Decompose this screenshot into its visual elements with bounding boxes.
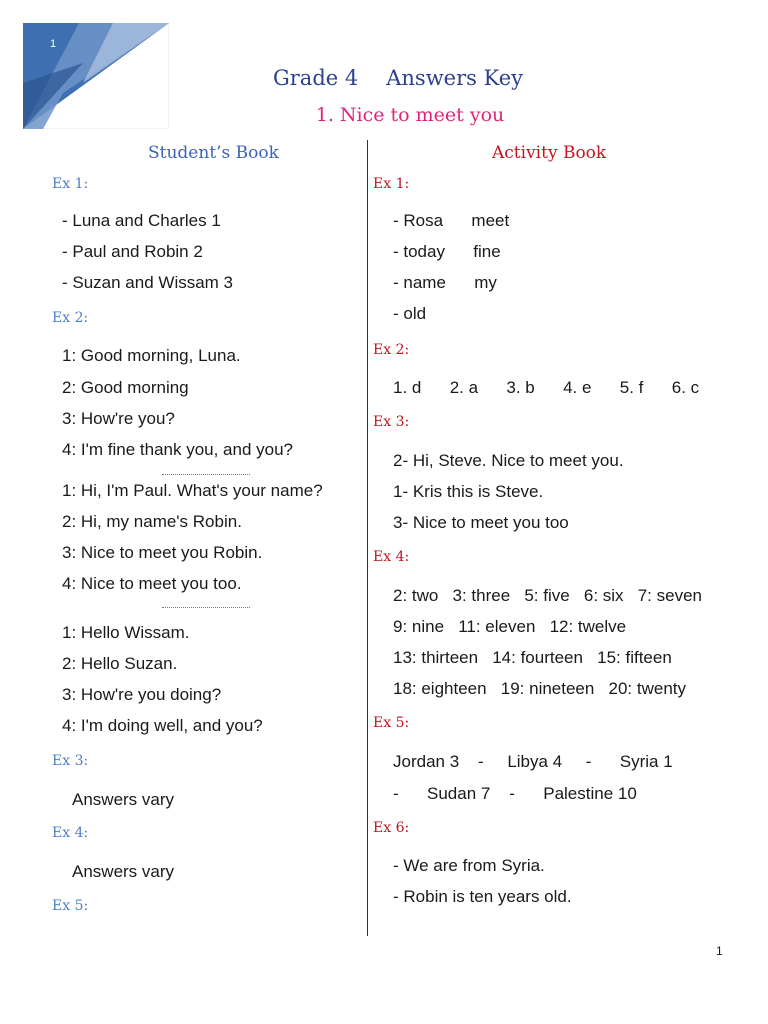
dotted-separator xyxy=(162,607,250,608)
corner-page-number: 1 xyxy=(50,38,57,50)
sb-ex1-line: - Luna and Charles 1 xyxy=(62,211,221,230)
title-grade: Grade 4 xyxy=(272,66,359,90)
sb-ex3-answer: Answers vary xyxy=(72,790,175,809)
ab-ex4-line: 2: two 3: three 5: five 6: six 7: seven xyxy=(393,586,702,605)
ab-ex1-line: - Rosa meet xyxy=(393,211,510,230)
ab-ex5-label: Ex 5: xyxy=(373,715,410,731)
sb-ex3-label: Ex 3: xyxy=(52,753,89,769)
ab-ex1-line: - old xyxy=(393,304,427,323)
sb-ex2-dialog-line: 1: Hello Wissam. xyxy=(62,623,190,642)
dotted-separator xyxy=(162,474,250,475)
sb-ex4-label: Ex 4: xyxy=(52,825,89,841)
ab-ex3-label: Ex 3: xyxy=(373,414,410,430)
ab-ex5-line: - Sudan 7 - Palestine 10 xyxy=(393,784,637,803)
sb-ex1-label: Ex 1: xyxy=(52,176,89,192)
ab-ex3-line: 3- Nice to meet you too xyxy=(393,513,569,532)
sb-ex2-dialog-line: 4: I'm doing well, and you? xyxy=(62,716,263,735)
ab-ex1-label: Ex 1: xyxy=(373,176,410,192)
sb-ex4-answer: Answers vary xyxy=(72,862,175,881)
title-answers-key: Answers Key xyxy=(386,66,524,90)
sb-ex2-dialog-line: 2: Good morning xyxy=(62,378,189,397)
sb-ex2-dialog-line: 4: I'm fine thank you, and you? xyxy=(62,440,294,459)
ab-ex3-line: 1- Kris this is Steve. xyxy=(393,482,544,501)
sb-ex2-dialog-line: 1: Good morning, Luna. xyxy=(62,346,241,365)
sb-ex2-dialog-line: 2: Hello Suzan. xyxy=(62,654,178,673)
ab-ex3-line: 2- Hi, Steve. Nice to meet you. xyxy=(393,451,624,470)
column-divider xyxy=(367,140,368,936)
sb-ex1-line: - Paul and Robin 2 xyxy=(62,242,203,261)
ab-ex4-label: Ex 4: xyxy=(373,549,410,565)
ab-ex4-line: 18: eighteen 19: nineteen 20: twenty xyxy=(393,679,686,698)
ab-ex1-line: - name my xyxy=(393,273,497,292)
ab-ex6-label: Ex 6: xyxy=(373,820,410,836)
sb-ex1-line: - Suzan and Wissam 3 xyxy=(62,273,234,292)
ab-ex2-label: Ex 2: xyxy=(373,342,410,358)
unit-title: 1. Nice to meet you xyxy=(315,104,505,126)
sb-ex2-dialog-line: 2: Hi, my name's Robin. xyxy=(62,512,242,531)
sb-ex2-label: Ex 2: xyxy=(52,310,89,326)
ab-ex4-line: 9: nine 11: eleven 12: twelve xyxy=(393,617,627,636)
ab-ex6-line: - We are from Syria. xyxy=(393,856,545,875)
ab-ex5-line: Jordan 3 - Libya 4 - Syria 1 xyxy=(393,752,673,771)
sb-ex2-dialog-line: 3: How're you? xyxy=(62,409,175,428)
sb-ex5-label: Ex 5: xyxy=(52,898,89,914)
activity-book-heading: Activity Book xyxy=(492,143,607,163)
sb-ex2-dialog-line: 1: Hi, I'm Paul. What's your name? xyxy=(62,481,323,500)
ab-ex1-line: - today fine xyxy=(393,242,501,261)
sb-ex2-dialog-line: 4: Nice to meet you too. xyxy=(62,574,242,593)
ab-ex6-line: - Robin is ten years old. xyxy=(393,887,572,906)
sb-ex2-dialog-line: 3: Nice to meet you Robin. xyxy=(62,543,263,562)
students-book-heading: Student’s Book xyxy=(148,143,279,163)
page-number: 1 xyxy=(716,944,723,958)
page-title xyxy=(0,66,768,90)
ab-ex4-line: 13: thirteen 14: fourteen 15: fifteen xyxy=(393,648,672,667)
ab-ex2-line: 1. d 2. a 3. b 4. e 5. f 6. c xyxy=(393,378,700,397)
sb-ex2-dialog-line: 3: How're you doing? xyxy=(62,685,222,704)
